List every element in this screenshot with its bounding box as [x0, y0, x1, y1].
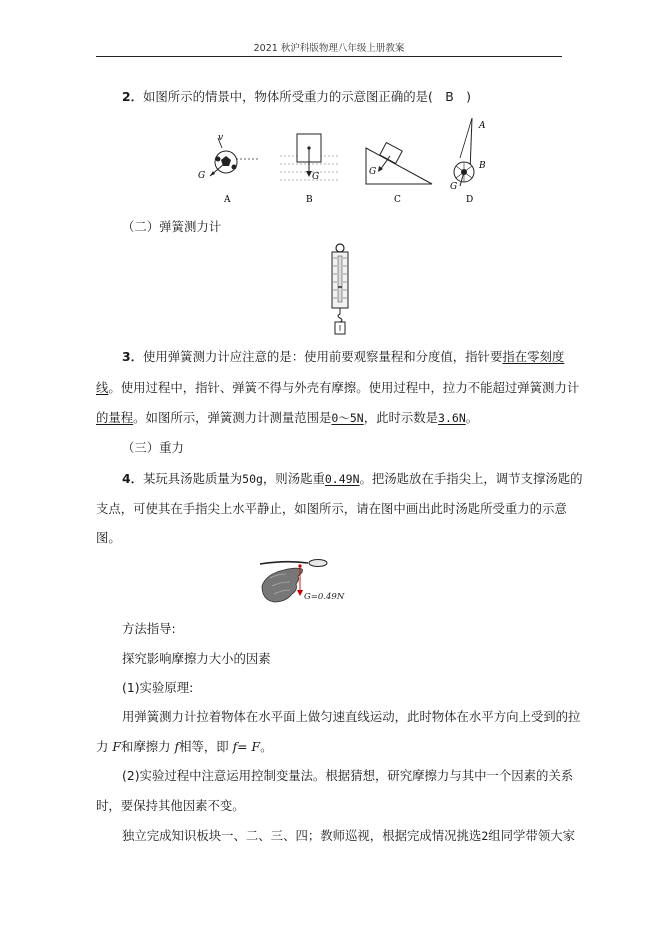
option-c-figure	[366, 143, 432, 184]
option-b-figure	[280, 134, 338, 182]
option-label-d: D	[466, 195, 474, 205]
svg-text:A: A	[479, 121, 486, 131]
gravity-label: G=0.49N	[304, 592, 345, 602]
method-topic: 探究影响摩擦力大小的因素	[122, 651, 271, 666]
question-3-line-3: 的量程。如图所示，弹簧测力计测量范围是0～5N，此时示数是3.6N。	[96, 410, 479, 425]
question-number: 3．	[122, 349, 144, 364]
answer: B	[445, 89, 454, 104]
svg-text:G: G	[198, 171, 206, 181]
velocity-label: v	[218, 133, 224, 143]
header-rule	[96, 56, 562, 57]
question-number: 2．	[122, 89, 144, 104]
option-label-a: A	[224, 195, 231, 205]
option-label-b: B	[306, 195, 313, 205]
question-4-line-2: 支点，可使其在手指尖上水平静止，如图所示，请在图中画出此时汤匙所受重力的示意	[96, 501, 567, 516]
principle-line-2: 力 F和摩擦力 f相等，即 f= F。	[96, 739, 273, 754]
answer: 指在零刻度	[502, 349, 565, 364]
spoon-on-finger-figure	[256, 556, 356, 612]
svg-text:G: G	[450, 182, 458, 192]
answer-weight: 0.49N	[324, 472, 360, 486]
answer: 的量程	[96, 410, 134, 425]
svg-text:G: G	[312, 172, 320, 182]
answer-reading: 3.6N	[438, 411, 466, 425]
section-gravity-title: （三）重力	[122, 440, 184, 455]
teaching-line: 独立完成知识板块一、二、三、四；教师巡视，根据完成情况挑选2组同学带领大家	[122, 828, 575, 843]
option-a-figure	[198, 133, 258, 181]
page-header: 2021 秋沪科版物理八年级上册教案	[253, 43, 405, 54]
principle-line-1: 用弹簧测力计拉着物体在水平面上做匀速直线运动，此时物体在水平方向上受到的拉	[122, 709, 581, 724]
control-variable-line-1: (2)实验过程中注意运用控制变量法。根据猜想，研究摩擦力与其中一个因素的关系	[122, 768, 574, 783]
section-spring-title: （二）弹簧测力计	[122, 219, 222, 234]
gravity-options-figure	[188, 114, 488, 206]
question-4-line-1: 4．某玩具汤匙质量为50g，则汤匙重0.49N。把汤匙放在手指尖上，调节支撑汤匙的	[122, 471, 583, 486]
question-text: 如图所示的情景中，物体所受重力的示意图正确的是(	[143, 89, 446, 104]
answer-range: 0～5N	[331, 411, 364, 425]
question-2: 2．如图所示的情景中，物体所受重力的示意图正确的是( B )	[122, 89, 471, 104]
question-3-line-1: 3．使用弹簧测力计应注意的是：使用前要观察量程和分度值，指针要指在零刻度	[122, 349, 565, 364]
option-label-c: C	[394, 195, 401, 205]
control-variable-line-2: 时，要保持其他因素不变。	[96, 798, 245, 813]
svg-text:B: B	[479, 161, 486, 171]
method-title: 方法指导:	[122, 621, 176, 636]
option-d-figure	[450, 118, 486, 192]
mass-value: 50g	[242, 472, 263, 486]
spring-balance-figure	[320, 242, 360, 338]
answer: 线	[96, 380, 109, 395]
svg-text:G: G	[369, 167, 377, 177]
principle-title: (1)实验原理:	[122, 680, 194, 695]
question-3-line-2: 线。使用过程中，指针、弹簧不得与外壳有摩擦。使用过程中，拉力不能超过弹簧测力计	[96, 380, 580, 395]
question-4-line-3: 图。	[96, 530, 121, 545]
question-number: 4．	[122, 471, 144, 486]
